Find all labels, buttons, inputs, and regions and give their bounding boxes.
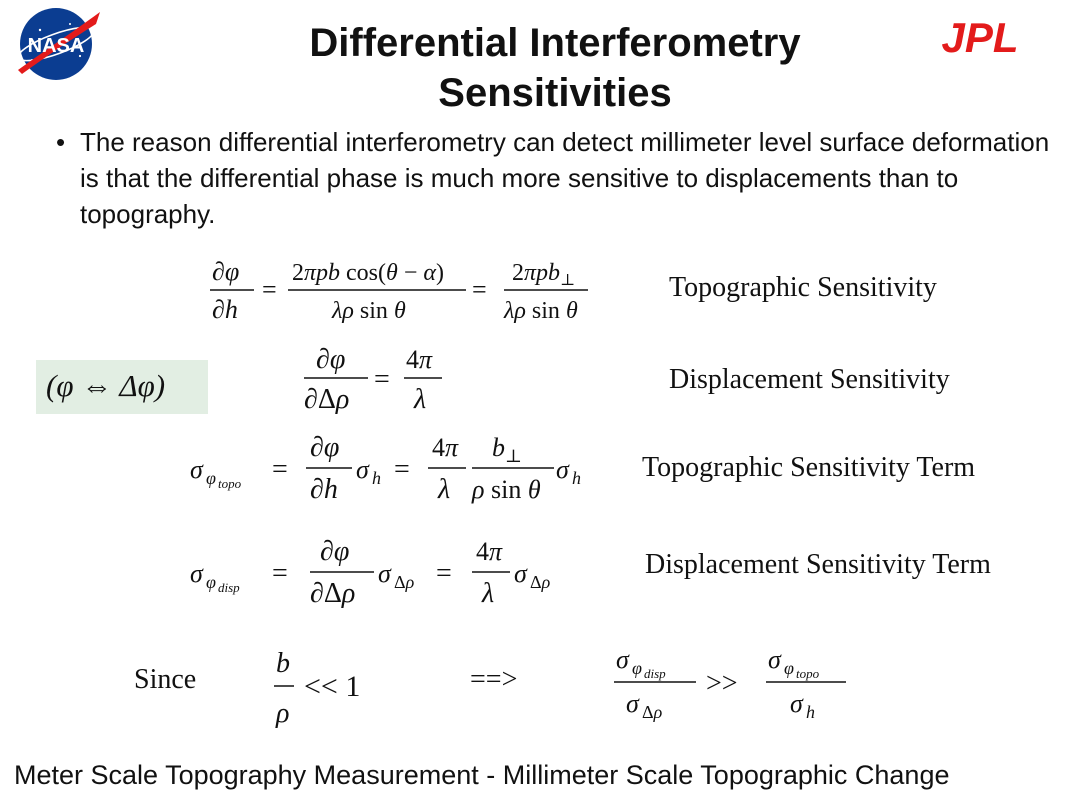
svg-text:∂Δρ: ∂Δρ (304, 384, 350, 415)
svg-text:σ: σ (556, 455, 569, 484)
svg-text:disp: disp (218, 580, 240, 595)
svg-text:φ: φ (206, 572, 216, 592)
label-displacement-sensitivity: Displacement Sensitivity (669, 364, 950, 395)
svg-text:λρ sin θ: λρ sin θ (332, 298, 406, 324)
svg-text:<< 1: << 1 (304, 670, 361, 703)
svg-text:b⊥: $b_\perp$ (492, 433, 522, 466)
svg-text:Δρ: Δρ (394, 572, 415, 592)
svg-text:σ: σ (190, 455, 203, 484)
svg-text:ρ: ρ (276, 698, 290, 729)
svg-text:4π: 4π (432, 433, 459, 462)
svg-text:topo: topo (796, 666, 820, 681)
svg-text:=: = (436, 558, 452, 589)
svg-text:=: = (262, 275, 277, 304)
implies-arrow: ==> (470, 664, 518, 695)
since-label: Since (134, 664, 197, 695)
equivalence-text: (φ ⇔ Δφ) (46, 368, 166, 403)
bullet-text: The reason differential interferometry can detect millimeter level surface deformation is that the differential phase is much more sensitive to displacements than to topography. (80, 127, 1050, 229)
condition-b-over-rho (270, 644, 390, 734)
svg-text:=: = (394, 454, 410, 485)
bullet-marker: • (56, 127, 66, 157)
svg-text:b: b (276, 648, 290, 679)
svg-text:∂Δρ: ∂Δρ (310, 578, 356, 609)
svg-text:σ: σ (190, 559, 203, 588)
svg-text:∂φ: ∂φ (320, 536, 350, 567)
svg-text:h: h (572, 468, 581, 488)
svg-text:λ: λ (414, 384, 427, 415)
svg-text:σ: σ (616, 645, 629, 674)
equation-displacement-sensitivity (302, 340, 452, 416)
svg-text:4π: 4π (406, 345, 433, 374)
svg-text:∂h: ∂h (212, 295, 238, 324)
nasa-logo-text: NASA (27, 35, 85, 57)
svg-text:Δρ: Δρ (530, 572, 551, 592)
svg-text:∂h: ∂h (310, 474, 338, 505)
svg-text:2πpb cos(θ − α): 2πpb cos(θ − α) (292, 260, 444, 286)
svg-text:2πpb⊥: 2πpb$_\perp$ (512, 260, 576, 289)
svg-text:=: = (374, 364, 390, 395)
equivalence-box (36, 360, 208, 414)
svg-text:λ: λ (482, 578, 495, 609)
svg-text:h: h (372, 468, 381, 488)
equation-displacement-term (186, 532, 586, 612)
svg-text:φ: φ (632, 658, 642, 678)
equation-topographic-sensitivity (208, 252, 608, 332)
svg-text:φ: φ (784, 658, 794, 678)
bullet-point (56, 124, 1056, 232)
title-line-1: Differential Interferometry (309, 21, 801, 65)
label-topographic-sensitivity: Topographic Sensitivity (669, 272, 937, 303)
equation-topographic-term (186, 428, 596, 510)
title-line-2: Sensitivities (438, 71, 672, 115)
svg-text:=: = (472, 275, 487, 304)
svg-text:4π: 4π (476, 537, 503, 566)
svg-text:∂φ: ∂φ (316, 344, 346, 375)
svg-text:λ: λ (438, 474, 451, 505)
svg-text:disp: disp (644, 666, 666, 681)
svg-text:Δρ: Δρ (642, 702, 663, 722)
svg-text:σ: σ (378, 559, 391, 588)
svg-text:σ: σ (790, 689, 803, 718)
svg-text:σ: σ (626, 689, 639, 718)
jpl-logo-text: JPL (941, 18, 1019, 58)
svg-text:>>: >> (706, 668, 738, 699)
svg-text:σ: σ (356, 455, 369, 484)
svg-text:∂φ: ∂φ (310, 432, 340, 463)
svg-text:σ: σ (514, 559, 527, 588)
svg-text:=: = (272, 558, 288, 589)
svg-text:ρ sin θ: ρ sin θ (472, 475, 541, 504)
svg-text:λρ sin θ: λρ sin θ (504, 298, 578, 324)
svg-text:h: h (806, 702, 815, 722)
svg-text:∂φ: ∂φ (212, 257, 240, 286)
jpl-logo (926, 18, 1034, 58)
svg-text:=: = (272, 454, 288, 485)
footer-caption: Meter Scale Topography Measurement - Millimeter Scale Topographic Change (14, 760, 950, 790)
label-displacement-term: Displacement Sensitivity Term (645, 549, 991, 580)
svg-text:topo: topo (218, 476, 242, 491)
svg-text:φ: φ (206, 468, 216, 488)
nasa-logo (10, 4, 102, 82)
inequality-sigma-ratio (610, 640, 860, 724)
slide-title (200, 18, 910, 118)
label-topographic-term: Topographic Sensitivity Term (642, 452, 976, 483)
svg-text:σ: σ (768, 645, 781, 674)
